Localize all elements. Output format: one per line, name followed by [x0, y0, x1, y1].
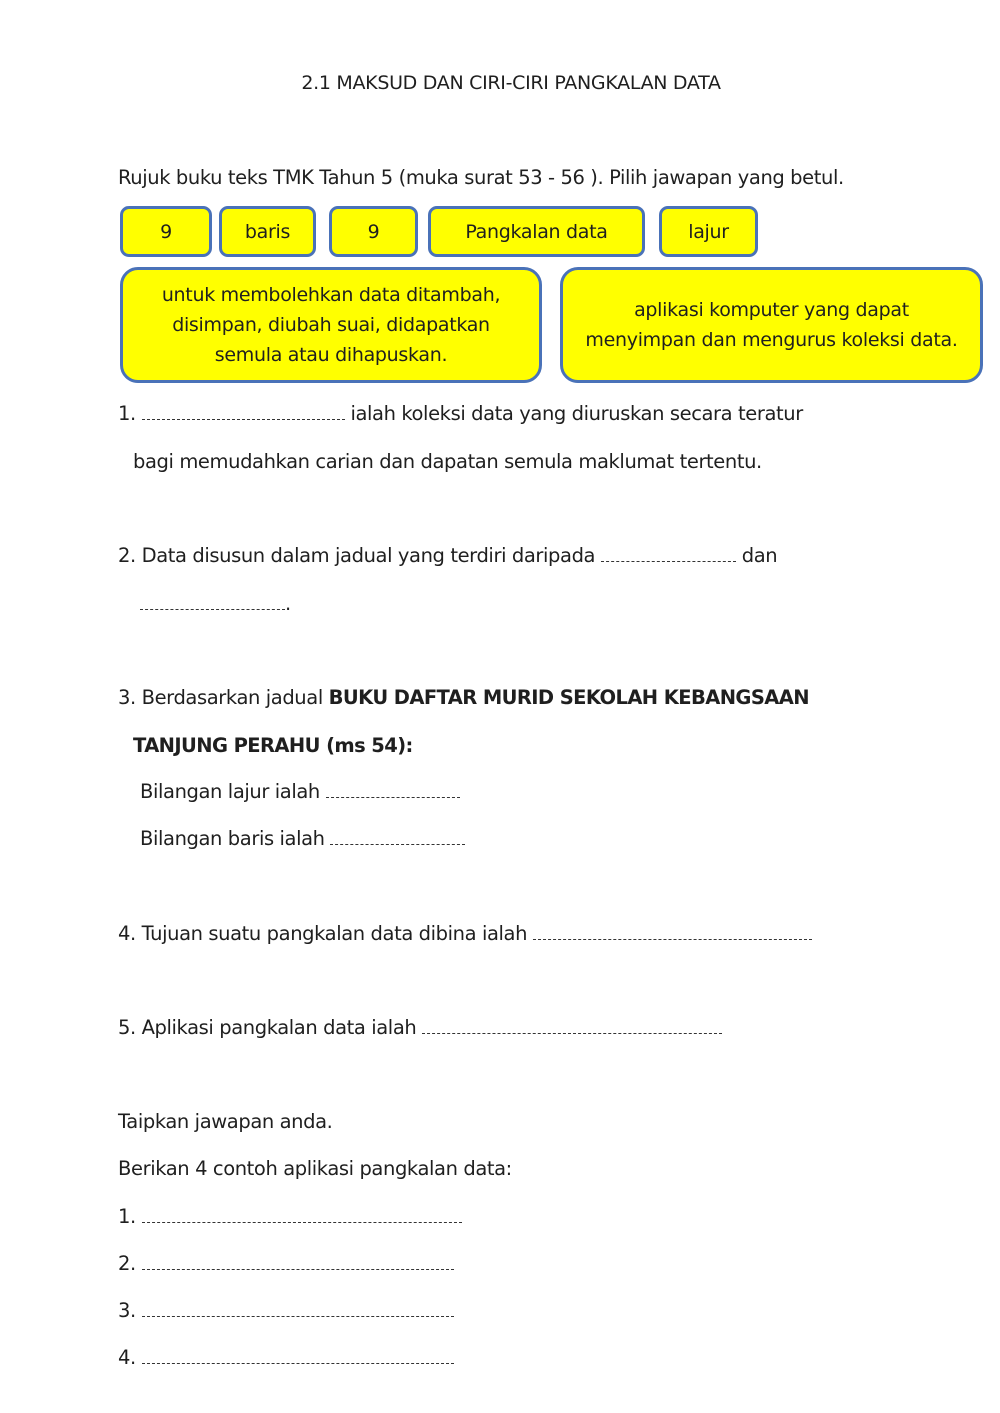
example-number-2: 2.	[118, 1252, 136, 1275]
question-2	[118, 544, 777, 567]
question-3-prefix: 3. Berdasarkan jadual	[118, 686, 323, 709]
question-1-continuation: bagi memudahkan carian dan dapatan semula maklumat tertentu.	[133, 450, 762, 473]
example-row-1	[118, 1205, 462, 1228]
example-input-1[interactable]	[142, 1206, 462, 1223]
question-3-baris	[140, 827, 465, 850]
question-5-text: 5. Aplikasi pangkalan data ialah	[118, 1016, 417, 1039]
question-2-blank-2[interactable]	[140, 593, 285, 610]
question-3-table-name: BUKU DAFTAR MURID SEKOLAH KEBANGSAAN	[328, 686, 809, 709]
question-1-number: 1.	[118, 402, 136, 425]
question-2-line-2	[140, 592, 291, 615]
question-4	[118, 922, 812, 945]
example-input-3[interactable]	[142, 1300, 454, 1317]
example-row-3	[118, 1299, 454, 1322]
answer-card-purpose[interactable]: untuk membolehkan data ditambah, disimpan, diubah suai, didapatkan semula atau dihapuskan.	[120, 267, 542, 383]
question-3-lajur-text: Bilangan lajur ialah	[140, 780, 320, 803]
answer-chip-9[interactable]: 9	[120, 206, 212, 257]
example-row-4	[118, 1346, 454, 1369]
question-4-text: 4. Tujuan suatu pangkalan data dibina ialah	[118, 922, 528, 945]
instruction: Rujuk buku teks TMK Tahun 5 (muka surat 53 - 56 ). Pilih jawapan yang betul.	[118, 166, 844, 189]
question-1-blank[interactable]	[142, 403, 345, 420]
question-5	[118, 1016, 722, 1039]
example-input-2[interactable]	[142, 1253, 454, 1270]
example-input-4[interactable]	[142, 1347, 454, 1364]
question-2-and: dan	[741, 544, 778, 567]
question-3-baris-text: Bilangan baris ialah	[140, 827, 325, 850]
answer-card-application[interactable]: aplikasi komputer yang dapat menyimpan dan mengurus koleksi data.	[560, 267, 983, 383]
answer-chip-lajur[interactable]: lajur	[659, 206, 758, 257]
example-row-2	[118, 1252, 454, 1275]
answer-chip-baris[interactable]: baris	[219, 206, 316, 257]
example-number-1: 1.	[118, 1205, 136, 1228]
question-2-text: 2. Data disusun dalam jadual yang terdiri daripada	[118, 544, 596, 567]
question-3	[118, 686, 809, 709]
typing-prompt: Taipkan jawapan anda.	[118, 1110, 333, 1133]
page-title: 2.1 MAKSUD DAN CIRI-CIRI PANGKALAN DATA	[301, 72, 721, 94]
question-3-lajur	[140, 780, 460, 803]
example-number-3: 3.	[118, 1299, 136, 1322]
question-4-blank[interactable]	[533, 923, 812, 940]
answer-chip-pangkalan-data[interactable]: Pangkalan data	[428, 206, 645, 257]
question-1	[118, 402, 803, 425]
question-3-baris-blank[interactable]	[330, 828, 465, 845]
example-number-4: 4.	[118, 1346, 136, 1369]
question-3-lajur-blank[interactable]	[326, 781, 460, 798]
question-2-blank-1[interactable]	[601, 545, 736, 562]
question-1-text: ialah koleksi data yang diuruskan secara teratur	[350, 402, 803, 425]
answer-chip-9-second[interactable]: 9	[329, 206, 418, 257]
question-5-blank[interactable]	[422, 1017, 722, 1034]
typing-question: Berikan 4 contoh aplikasi pangkalan data:	[118, 1157, 512, 1180]
question-2-end: .	[285, 592, 291, 615]
question-3-table-name-cont: TANJUNG PERAHU (ms 54):	[133, 734, 413, 757]
